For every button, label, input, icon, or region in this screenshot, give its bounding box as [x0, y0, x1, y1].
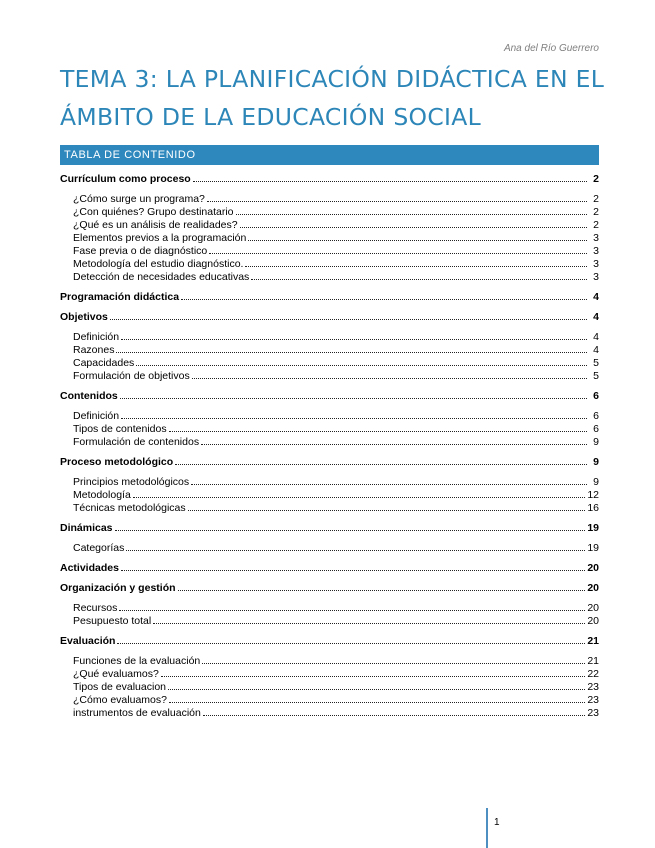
toc-section-evaluacion [60, 634, 599, 720]
toc-page-number: 19 [587, 522, 599, 534]
toc-entry-label: Categorías [73, 542, 125, 554]
dot-leader [153, 623, 585, 624]
toc-subentry-como-evaluamos[interactable] [60, 694, 599, 707]
toc-page-number: 12 [587, 489, 599, 501]
toc-subentries [60, 331, 599, 383]
toc-entry-label: ¿Cómo surge un programa? [73, 193, 205, 205]
dot-leader [251, 279, 587, 280]
toc-page-number: 9 [593, 456, 599, 468]
title-line-1: TEMA 3: LA PLANIFICACIÓN DIDÁCTICA EN EL [60, 65, 605, 93]
dot-leader [202, 663, 585, 664]
dot-leader [245, 266, 587, 267]
toc-entry-label: Recursos [73, 602, 118, 614]
dot-leader [178, 590, 586, 591]
toc-entry-label: Detección de necesidades educativas [73, 271, 250, 283]
toc-entry-curriculum-como-proceso[interactable] [60, 172, 599, 186]
dot-leader [169, 431, 587, 432]
toc-section-dinamicas [60, 521, 599, 555]
dot-leader [136, 365, 587, 366]
dot-leader [209, 253, 587, 254]
toc-entry-proceso-metodologico[interactable] [60, 455, 599, 469]
toc-page-number: 5 [593, 370, 599, 382]
toc-entry-label: Fase previa o de diagnóstico [73, 245, 208, 257]
title-line-2: ÁMBITO DE LA EDUCACIÓN SOCIAL [60, 103, 482, 131]
toc-page-number: 3 [593, 258, 599, 270]
toc-page-number: 20 [587, 562, 599, 574]
dot-leader [236, 214, 587, 215]
toc-entry-label: Elementos previos a la programación [73, 232, 247, 244]
dot-leader [116, 352, 587, 353]
document-title [60, 60, 605, 136]
dot-leader [175, 464, 587, 465]
toc-entry-label: Pesupuesto total [73, 615, 152, 627]
toc-entry-evaluacion[interactable] [60, 634, 599, 648]
toc-page-number: 20 [587, 582, 599, 594]
dot-leader [133, 497, 586, 498]
toc-subentry-tipos-de-contenidos[interactable] [60, 423, 599, 436]
toc-subentry-definicion[interactable] [60, 331, 599, 344]
toc-section-organizacion-y-gestion [60, 581, 599, 628]
toc-entry-label: Funciones de la evaluación [73, 655, 201, 667]
dot-leader [110, 319, 587, 320]
toc-entry-label: instrumentos de evaluación [73, 707, 201, 719]
toc-entry-label: Tipos de evaluacion [73, 681, 167, 693]
toc-subentry-deteccion-de-necesidades-educativas[interactable] [60, 271, 599, 284]
toc-entry-programacion-didactica[interactable] [60, 290, 599, 304]
toc-entry-label: Metodología del estudio diagnóstico. [73, 258, 244, 270]
toc-entry-label: ¿Qué es un análisis de realidades? [73, 219, 238, 231]
toc-entry-label: Currículum como proceso [60, 173, 191, 185]
toc-entry-label: Tipos de contenidos [73, 423, 167, 435]
dot-leader [120, 398, 587, 399]
toc-page-number: 4 [593, 311, 599, 323]
dot-leader [188, 510, 586, 511]
toc-subentry-recursos[interactable] [60, 602, 599, 615]
toc-page-number: 22 [587, 668, 599, 680]
toc-entry-label: Actividades [60, 562, 119, 574]
toc-page-number: 23 [587, 681, 599, 693]
table-of-contents [60, 172, 599, 726]
toc-page-number: 23 [587, 707, 599, 719]
toc-entry-label: Razones [73, 344, 115, 356]
toc-subentries [60, 542, 599, 555]
toc-page-number: 23 [587, 694, 599, 706]
toc-subentry-que-es-un-analisis-de-realidades[interactable] [60, 219, 599, 232]
toc-entry-label: Metodología [73, 489, 131, 501]
toc-subentries [60, 193, 599, 284]
dot-leader [248, 240, 587, 241]
toc-page-number: 3 [593, 271, 599, 283]
toc-subentry-definicion[interactable] [60, 410, 599, 423]
toc-entry-label: Organización y gestión [60, 582, 176, 594]
toc-page-number: 4 [593, 344, 599, 356]
dot-leader [119, 610, 585, 611]
toc-entry-label: Evaluación [60, 635, 116, 647]
toc-section-curriculum-como-proceso [60, 172, 599, 284]
toc-subentry-con-quienes-grupo-destinatario[interactable] [60, 206, 599, 219]
toc-entry-contenidos[interactable] [60, 389, 599, 403]
toc-entry-label: Definición [73, 331, 120, 343]
page-number-rule [486, 808, 488, 848]
dot-leader [240, 227, 587, 228]
toc-subentry-pesupuesto-total[interactable] [60, 615, 599, 628]
toc-subentries [60, 410, 599, 449]
toc-subentry-metodologia[interactable] [60, 489, 599, 502]
dot-leader [168, 689, 585, 690]
toc-page-number: 21 [587, 635, 599, 647]
toc-subentry-formulacion-de-contenidos[interactable] [60, 436, 599, 449]
toc-subentry-como-surge-un-programa[interactable] [60, 193, 599, 206]
dot-leader [121, 570, 585, 571]
toc-page-number: 3 [593, 245, 599, 257]
toc-entry-label: Objetivos [60, 311, 108, 323]
toc-subentries [60, 602, 599, 628]
dot-leader [121, 418, 587, 419]
toc-section-contenidos [60, 389, 599, 449]
toc-entry-label: Proceso metodológico [60, 456, 174, 468]
toc-section-proceso-metodologico [60, 455, 599, 515]
toc-entry-label: Formulación de objetivos [73, 370, 190, 382]
toc-page-number: 4 [593, 291, 599, 303]
dot-leader [161, 676, 586, 677]
toc-subentry-categorias[interactable] [60, 542, 599, 555]
toc-entry-label: Técnicas metodológicas [73, 502, 186, 514]
toc-subentries [60, 655, 599, 720]
toc-page-number: 4 [593, 331, 599, 343]
toc-section-actividades [60, 561, 599, 575]
dot-leader [117, 643, 585, 644]
toc-entry-label: Principios metodológicos [73, 476, 190, 488]
toc-page-number: 2 [593, 193, 599, 205]
toc-heading: TABLA DE CONTENIDO [60, 145, 599, 165]
dot-leader [207, 201, 587, 202]
toc-page-number: 6 [593, 390, 599, 402]
toc-page-number: 20 [587, 602, 599, 614]
toc-page-number: 20 [587, 615, 599, 627]
toc-page-number: 2 [593, 219, 599, 231]
toc-section-programacion-didactica [60, 290, 599, 304]
toc-subentry-capacidades[interactable] [60, 357, 599, 370]
toc-subentry-principios-metodologicos[interactable] [60, 476, 599, 489]
dot-leader [192, 378, 587, 379]
toc-page-number: 21 [587, 655, 599, 667]
toc-subentry-que-evaluamos[interactable] [60, 668, 599, 681]
toc-page-number: 6 [593, 423, 599, 435]
toc-section-objetivos [60, 310, 599, 383]
toc-entry-actividades[interactable] [60, 561, 599, 575]
toc-page-number: 2 [593, 206, 599, 218]
dot-leader [201, 444, 587, 445]
toc-entry-label: Programación didáctica [60, 291, 180, 303]
toc-subentry-tecnicas-metodologicas[interactable] [60, 502, 599, 515]
author-header: Ana del Río Guerrero [503, 43, 599, 54]
toc-entry-label: Formulación de contenidos [73, 436, 200, 448]
toc-entry-label: Definición [73, 410, 120, 422]
toc-subentry-formulacion-de-objetivos[interactable] [60, 370, 599, 383]
dot-leader [169, 702, 585, 703]
toc-entry-label: Capacidades [73, 357, 135, 369]
dot-leader [193, 181, 587, 182]
toc-page-number: 2 [593, 173, 599, 185]
toc-subentry-metodologia-del-estudio-diagnostico[interactable] [60, 258, 599, 271]
toc-page-number: 9 [593, 436, 599, 448]
toc-subentry-funciones-de-la-evaluacion[interactable] [60, 655, 599, 668]
toc-subentry-tipos-de-evaluacion[interactable] [60, 681, 599, 694]
toc-subentry-fase-previa-o-de-diagnostico[interactable] [60, 245, 599, 258]
toc-page-number: 6 [593, 410, 599, 422]
toc-page-number: 9 [593, 476, 599, 488]
dot-leader [203, 715, 585, 716]
toc-entry-label: ¿Con quiénes? Grupo destinatario [73, 206, 234, 218]
toc-entry-organizacion-y-gestion[interactable] [60, 581, 599, 595]
toc-entry-dinamicas[interactable] [60, 521, 599, 535]
toc-entry-label: ¿Qué evaluamos? [73, 668, 159, 680]
toc-subentry-instrumentos-de-evaluacion[interactable] [60, 707, 599, 720]
dot-leader [181, 299, 587, 300]
dot-leader [126, 550, 585, 551]
page-number: 1 [494, 817, 500, 828]
dot-leader [121, 339, 587, 340]
toc-subentry-elementos-previos-a-la-programacion[interactable] [60, 232, 599, 245]
toc-entry-label: ¿Cómo evaluamos? [73, 694, 167, 706]
toc-page-number: 16 [587, 502, 599, 514]
dot-leader [191, 484, 587, 485]
toc-entry-label: Contenidos [60, 390, 118, 402]
toc-page-number: 19 [587, 542, 599, 554]
toc-page-number: 5 [593, 357, 599, 369]
toc-entry-label: Dinámicas [60, 522, 113, 534]
toc-entry-objetivos[interactable] [60, 310, 599, 324]
toc-subentries [60, 476, 599, 515]
toc-subentry-razones[interactable] [60, 344, 599, 357]
toc-page-number: 3 [593, 232, 599, 244]
dot-leader [115, 530, 586, 531]
